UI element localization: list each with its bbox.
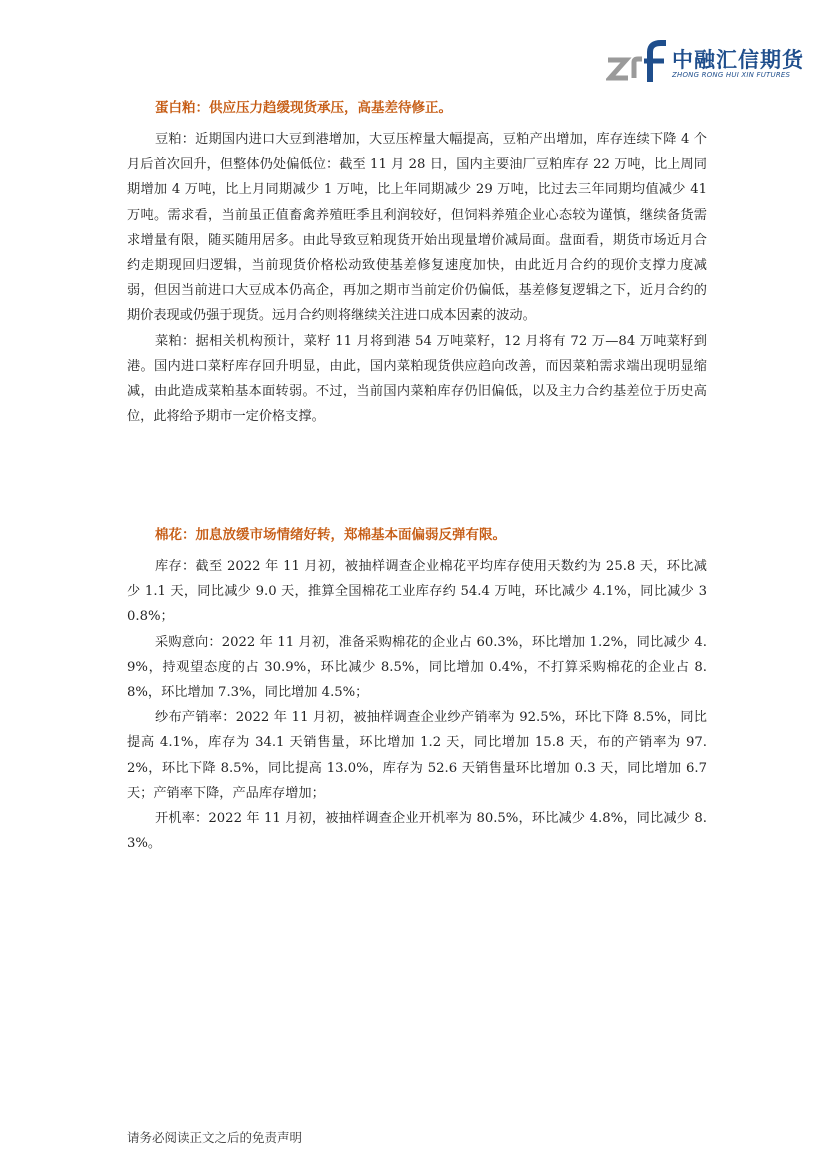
logo-english-name: ZHONG RONG HUI XIN FUTURES [672,71,791,79]
section-heading: 棉花：加息放缓市场情绪好转，郑棉基本面偏弱反弹有限。 [155,527,506,543]
company-logo [606,40,806,84]
footer-disclaimer: 请务必阅读正文之后的免责声明 [127,1130,303,1145]
paragraph-purchase-intent: 采购意向：2022 年 11 月初，准备采购棉花的企业占 60.3%，环比增加 1.2%，同比减少 4.9%，持观望态度的占 30.9%，环比减少 8.5%，同比增加 0.4%，不打算采购棉花的企业占 8.8%，环比增加 7.3%，同比增加 4.5%； [127,634,707,701]
paragraph-operating-rate: 开机率：2022 年 11 月初，被抽样调查企业开机率为 80.5%，环比减少 4.8%，同比减少 8.3%。 [127,811,707,852]
paragraph-rapeseed-meal: 菜粕：据相关机构预计，菜籽 11 月将到港 54 万吨菜籽，12 月将有 72 万—84 万吨菜籽到港。国内进口菜籽库存回升明显，由此，国内菜粕现货供应趋向改善，而因菜粕需求端出现明显缩减，由此造成菜粕基本面转弱。不过，当前国内菜粕库存仍旧偏低，以及主力合约基差位于历史高位，此将给予期市一定价格支撑。 [127,333,707,425]
section-cotton [127,524,707,856]
paragraph-inventory: 库存：截至 2022 年 11 月初，被抽样调查企业棉花平均库存使用天数约为 25.8 天，环比减少 1.1 天，同比减少 9.0 天，推算全国棉花工业库存约 54.4 万吨，环比减少 4.1%，同比减少 30.8%； [127,559,707,625]
paragraph-soybean-meal: 豆粕：近期国内进口大豆到港增加，大豆压榨量大幅提高，豆粕产出增加，库存连续下降 4 个月后首次回升，但整体仍处偏低位：截至 11 月 28 日，国内主要油厂豆粕库存 22 万吨，比上周同期增加 4 万吨，比上月同期减少 1 万吨，比上年同期减少 29 万吨，比过去三年同期均值减少 41 万吨。需求看，当前虽正值畜禽养殖旺季且利润较好，但饲料养殖企业心态较为谨慎，继续备货需求增量有限，随买随用居多。由此导致豆粕现货开始出现量增价减局面。盘面看，期货市场近月合约走期现回归逻辑，当前现货价格松动致使基差修复速度加快，由此近月合约的现价支撑力度减弱，但因当前进口大豆成本仍高企，再加之期市当前定价仍偏低，基差修复逻辑之下，近月合约的期价表现或仍强于现货。远月合约则将继续关注进口成本因素的波动。 [127,132,707,324]
zrf-logo-icon [606,40,668,84]
paragraph-sales-rate: 纱布产销率：2022 年 11 月初，被抽样调查企业纱产销率为 92.5%，环比下降 8.5%，同比提高 4.1%，库存为 34.1 天销售量，环比增加 1.2 天，同比增加 15.8 天，布的产销率为 97.2%，环比下降 8.5%，同比提高 13.0%，库存为 52.6 天销售量环比增加 0.3 天，同比增加 6.7 天；产销率下降，产品库存增加； [127,710,707,801]
section-protein-meal [127,97,707,429]
logo-chinese-name: 中融汇信期货 [672,48,804,72]
section-heading: 蛋白粕：供应压力趋缓现货承压，高基差待修正。 [155,100,452,116]
